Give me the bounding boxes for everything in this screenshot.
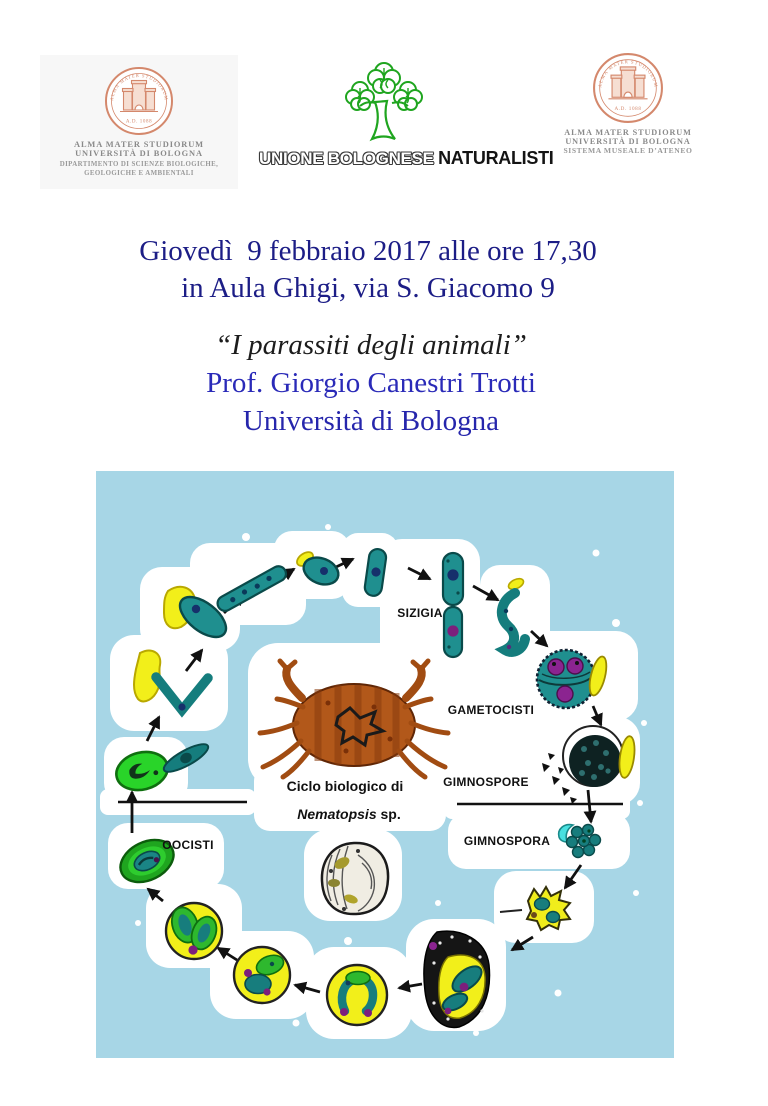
- horseshoe-cyst-icon: [327, 965, 387, 1025]
- unibo-department-logo: [40, 55, 238, 189]
- speaker-name: Prof. Giorgio Canestri Trotti: [206, 367, 536, 399]
- event-date-line: Giovedì 9 febbraio 2017 alle ore 17,30: [139, 235, 597, 267]
- talk-title: “I parassiti degli animali”: [215, 329, 527, 361]
- right-logo-line3: SISTEMA MUSEALE D’ATENEO: [563, 146, 693, 155]
- right-logo-line1: ALMA MATER STUDIORUM: [564, 128, 692, 137]
- diagram-caption-line1: Ciclo biologico di: [286, 778, 404, 794]
- event-datetime-block: [0, 233, 768, 307]
- event-title-block: [0, 326, 768, 440]
- twin-sporozoite-cyst-icon: [166, 903, 222, 959]
- label-gimnospora: GIMNOSPORA: [463, 834, 551, 848]
- unione-bolognese-naturalisti-logo: [259, 60, 554, 169]
- speaker-affiliation: Università di Bologna: [242, 405, 500, 437]
- left-logo-line1: ALMA MATER STUDIORUM: [74, 140, 204, 149]
- label-sizigia: SIZIGIA: [397, 606, 443, 620]
- event-venue-line: in Aula Ghigi, via S. Giacomo 9: [181, 272, 555, 304]
- label-gimnospore: GIMNOSPORE: [443, 775, 529, 789]
- wordmark-outline-text: UNIONE BOLOGNESE: [259, 149, 434, 168]
- blob-cyst-icon: [234, 947, 290, 1003]
- right-logo-line2: UNIVERSITÀ DI BOLOGNA: [565, 137, 691, 146]
- left-logo-line4: GEOLOGICHE E AMBIENTALI: [84, 169, 194, 177]
- label-oocisti: OOCISTI: [162, 838, 214, 852]
- wordmark-solid-text: NATURALISTI: [438, 148, 554, 168]
- seal-year-text: A.D. 1088: [125, 119, 153, 125]
- seal-ring-text: ALMA MATER STUDIORUM: [109, 72, 169, 102]
- naturalists-tree-icon: [338, 60, 430, 142]
- label-gametocisti: GAMETOCISTI: [447, 703, 535, 717]
- nematopsis-lifecycle-diagram: [96, 471, 674, 1058]
- unibo-seal-icon: [104, 66, 174, 136]
- diagram-caption-line2: Nematopsis sp.: [297, 806, 401, 822]
- oyster-icon: [322, 843, 388, 914]
- seal-year-text: A.D. 1088: [614, 106, 642, 113]
- left-logo-line3: DIPARTIMENTO DI SCIENZE BIOLOGICHE,: [59, 161, 219, 168]
- left-logo-line2: UNIVERSITÀ DI BOLOGNA: [75, 149, 203, 158]
- unibo-seal-icon: [592, 52, 664, 124]
- unibo-museum-logo: [545, 45, 711, 156]
- naturalists-wordmark: [259, 148, 554, 169]
- seal-ring-text: ALMA MATER STUDIORUM: [598, 60, 658, 89]
